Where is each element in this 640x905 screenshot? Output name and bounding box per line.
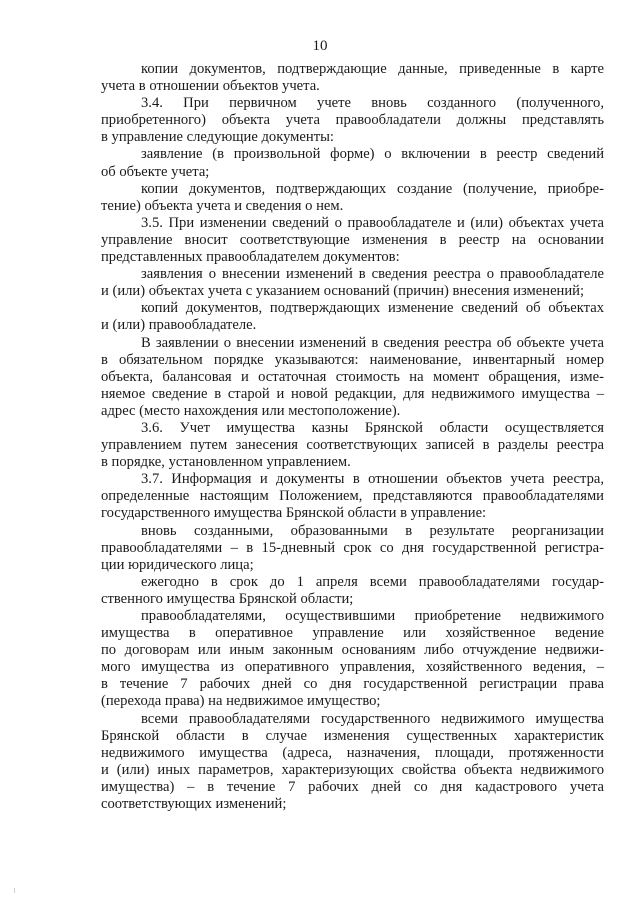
text-line: правообладателями, осуществившими приобретение недвижимого (141, 608, 604, 624)
page-number: 10 (312, 38, 328, 54)
text-line: управление вносит соответствующие изменения в реестр на основании (101, 231, 604, 248)
text-line: всеми правообладателями государственного недвижимого имущества (141, 710, 604, 727)
text-line: недвижимого имущества (адреса, назначения, площади, протяженности (101, 744, 604, 761)
text-line: и (или) правообладателе. (101, 317, 257, 334)
text-line: 3.7. Информация и документы в отношении объектов учета реестра, (141, 471, 604, 488)
text-line: Брянской области в случае изменения существенных характеристик (101, 727, 604, 744)
text-line: представленных правообладателем документов: (101, 249, 400, 266)
text-line: соответствующих изменений; (101, 796, 287, 813)
text-line: объекта, балансовая и остаточная стоимость на момент обращения, изме- (101, 368, 604, 385)
text-line: ственного имущества Брянской области; (101, 590, 354, 607)
text-line: копии документов, подтверждающие данные, приведенные в карте (141, 61, 604, 77)
text-line: ции юридического лица; (101, 556, 254, 573)
text-line: копий документов, подтверждающих изменение сведений об объектах (141, 300, 604, 317)
text-line: 3.5. При изменении сведений о правообладателе и (или) объектах учета (141, 214, 604, 231)
text-line: ежегодно в срок до 1 апреля всеми правообладателями государ- (141, 573, 604, 590)
text-line: имущества) – в течение 7 рабочих дней со дня кадастрового учета (101, 778, 604, 795)
text-line: и (или) иных параметров, характеризующих свойства объекта недвижимого (101, 761, 604, 778)
text-line: копии документов, подтверждающих создание (получение, приобре- (141, 180, 604, 197)
scan-mark (14, 888, 15, 893)
text-line: в порядке, установленном управлением. (101, 454, 351, 471)
text-line: управлением путем занесения соответствующих записей в разделы реестра (101, 437, 604, 454)
text-line: имущества в оперативное управление или хозяйственное ведение (101, 625, 604, 642)
text-line: 3.4. При первичном учете вновь созданного (полученного, (141, 95, 604, 112)
text-line: 3.6. Учет имущества казны Брянской области осуществляется (141, 419, 604, 436)
text-line: в обязательном порядке указываются: наименование, инвентарный номер (101, 351, 604, 368)
text-line: в управление следующие документы: (101, 129, 334, 146)
text-line: мого имущества из оперативного управления, хозяйственного ведения, – (101, 659, 604, 676)
text-line: В заявлении о внесении изменений в сведения реестра об объекте учета (141, 334, 604, 351)
text-line: государственного имущества Брянской области в управление: (101, 505, 487, 522)
text-line: заявление (в произвольной форме) о включении в реестр сведений (141, 146, 604, 163)
text-line: адрес (место нахождения или местоположение). (101, 402, 401, 419)
text-line: учета в отношении объектов учета. (101, 78, 320, 95)
text-line: вновь созданными, образованными в результате реорганизации (141, 522, 604, 539)
text-line: по договорам или иным законным основаниям либо отчуждение недвижи- (101, 642, 604, 659)
text-line: приобретенного) объекта учета правообладатели должны представлять (101, 112, 604, 129)
text-line: правообладателями – в 15-дневный срок со дня государственной регистра- (101, 539, 604, 556)
body-text (101, 61, 604, 813)
text-line: и (или) объектах учета с указанием оснований (причин) внесения изменений; (101, 283, 585, 300)
text-line: об объекте учета; (101, 163, 210, 180)
text-line: заявления о внесении изменений в сведения реестра о правообладателе (141, 266, 604, 283)
text-line: няемое сведение в старой и новой редакции, для недвижимого имущества – (101, 385, 604, 402)
text-line: определенные настоящим Положением, представляются правообладателями (101, 488, 604, 505)
text-line: (перехода права) на недвижимое имущество; (101, 693, 381, 710)
text-line: в течение 7 рабочих дней со дня государственной регистрации права (101, 676, 604, 693)
text-line: тение) объекта учета и сведения о нем. (101, 197, 344, 214)
